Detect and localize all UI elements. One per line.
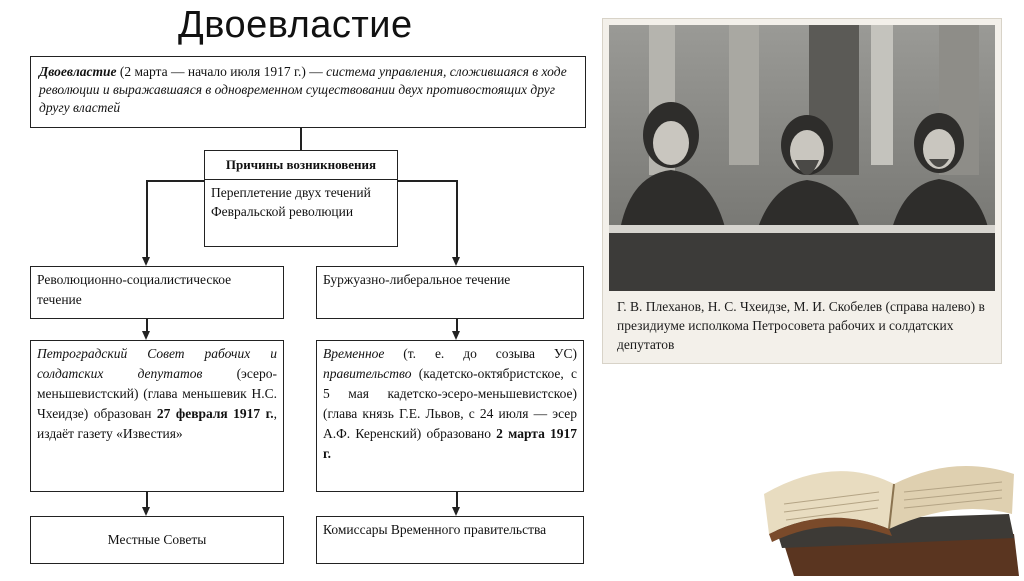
government-name-part1: Временное bbox=[323, 346, 385, 361]
provisional-government-box bbox=[316, 340, 584, 492]
connector-line bbox=[398, 180, 456, 182]
soviet-name: Петроградский Совет рабочих и солдатских депутатов bbox=[37, 346, 277, 381]
connector-line bbox=[300, 128, 302, 150]
connector-line bbox=[146, 180, 148, 258]
arrow-down-icon bbox=[142, 507, 150, 516]
arrow-down-icon bbox=[142, 331, 150, 340]
definition-term: Двоевластие bbox=[39, 64, 117, 79]
causes-heading: Причины возникновения bbox=[204, 150, 398, 180]
presidium-photo-image bbox=[609, 25, 995, 291]
connector-line bbox=[456, 492, 458, 508]
government-paren: (т. е. до созыва УС) bbox=[384, 346, 577, 361]
photo-panel bbox=[602, 18, 1002, 364]
socialist-current-box: Революционно-социалистическое течение bbox=[30, 266, 284, 319]
open-book-image bbox=[764, 434, 1024, 576]
government-details: (кадетско-октябристское, с 5 мая кадетско-эсеро-меньшевистское) (глава князь Г.Е. Львов, с 24 июля — эсер А.Ф. Керенский) образовано bbox=[323, 366, 577, 441]
definition-dates: (2 марта — начало июля 1917 г.) — bbox=[116, 64, 327, 79]
commissars-box: Комиссары Временного правительства bbox=[316, 516, 584, 564]
petrograd-soviet-box bbox=[30, 340, 284, 492]
arrow-down-icon bbox=[142, 257, 150, 266]
slide-title: Двоевластие bbox=[178, 4, 413, 46]
historical-photo bbox=[609, 25, 995, 291]
government-name-part2: правительство bbox=[323, 366, 412, 381]
liberal-current-box: Буржуазно-либеральное течение bbox=[316, 266, 584, 319]
local-soviets-box: Местные Советы bbox=[30, 516, 284, 564]
connector-line bbox=[456, 180, 458, 258]
book-icon bbox=[764, 434, 1024, 576]
government-date: 2 марта 1917 г. bbox=[323, 426, 578, 461]
connector-line bbox=[146, 492, 148, 508]
definition-text: система управления, сложившаяся в ходе революции и выражавшаяся в одновременном существовании двух противостоящих друг другу властей bbox=[39, 64, 567, 115]
causes-text: Переплетение двух течений Февральской революции bbox=[204, 179, 398, 247]
definition-box bbox=[30, 56, 586, 128]
soviet-tail: , издаёт газету «Известия» bbox=[37, 406, 277, 441]
arrow-down-icon bbox=[452, 507, 460, 516]
arrow-down-icon bbox=[452, 257, 460, 266]
connector-line bbox=[146, 180, 204, 182]
photo-caption: Г. В. Плеханов, Н. С. Чхеидзе, М. И. Скобелев (справа налево) в президиуме исполкома Петросовета рабочих и солдатских депутатов bbox=[617, 299, 985, 352]
arrow-down-icon bbox=[452, 331, 460, 340]
soviet-date: 27 февраля 1917 г. bbox=[156, 406, 274, 421]
soviet-details: (эсеро-меньшевистский) (глава меньшевик Н.С. Чхеидзе) образован bbox=[37, 366, 277, 421]
